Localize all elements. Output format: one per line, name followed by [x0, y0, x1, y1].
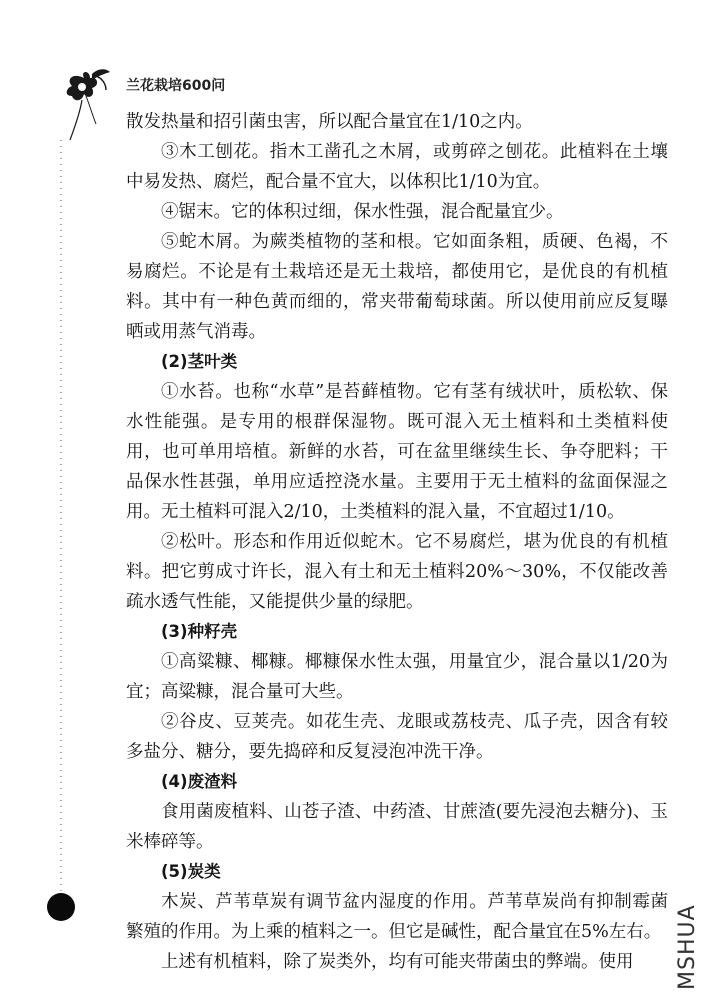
margin-dotted-rule: [56, 140, 66, 900]
page-body: [126, 107, 668, 977]
paragraph: ①高粱糠、椰糠。椰糠保水性太强，用量宜少，混合量以1/20为宜；高粱糠，混合量可大些。: [126, 652, 668, 702]
book-title: 兰花栽培600问: [126, 78, 226, 94]
page-edge-dot: [47, 893, 75, 921]
paragraph: 食用菌废植料、山苍子渣、中药渣、甘蔗渣(要先浸泡去糖分)、玉米棒碎等。: [126, 802, 668, 852]
paragraph: 木炭、芦苇草炭有调节盆内湿度的作用。芦苇草炭尚有抑制霉菌繁殖的作用。为上乘的植料之一。但它是碱性，配合量宜在5%左右。: [126, 892, 668, 942]
paragraph: 散发热量和招引菌虫害，所以配合量宜在1/10之内。: [126, 112, 533, 132]
paragraph: ⑤蛇木屑。为蕨类植物的茎和根。它如面条粗，质硬、色褐，不易腐烂。不论是有土栽培还是无土栽培，都使用它，是优良的有机植料。其中有一种色黄而细的，常夹带葡萄球菌。所以使用前应反复曝晒或用蒸气消毒。: [126, 232, 668, 342]
watermark: MSHUA: [675, 904, 700, 990]
paragraph: 上述有机植料，除了炭类外，均有可能夹带菌虫的弊端。使用: [161, 952, 634, 972]
paragraph: ①水苔。也称“水草”是苔藓植物。它有茎有绒状叶，质松软、保水性能强。是专用的根群保湿物。既可混入无土植料和土类植料使用，也可单用培植。新鲜的水苔，可在盆里继续生长、争夺肥料；干品保水性甚强，单用应适控浇水量。主要用于无土植料的盆面保湿之用。无土植料可混入2/10，土类植料的混入量，不宜超过1/10。: [126, 382, 668, 522]
section-heading: (3)种籽壳: [161, 622, 238, 641]
paragraph: ③木工刨花。指木工凿孔之木屑，或剪碎之刨花。此植料在土壤中易发热、腐烂，配合量不宜大，以体积比1/10为宜。: [126, 142, 668, 192]
section-heading: (5)炭类: [161, 862, 221, 881]
paragraph: ④锯末。它的体积过细，保水性强，混合配量宜少。: [161, 202, 564, 222]
paragraph: ②松叶。形态和作用近似蛇木。它不易腐烂，堪为优良的有机植料。把它剪成寸许长，混入有土和无土植料20%～30%，不仅能改善疏水透气性能，又能提供少量的绿肥。: [126, 532, 668, 612]
section-heading: (4)废渣料: [161, 772, 238, 791]
orchid-flower-icon: [62, 66, 122, 146]
paragraph: ②谷皮、豆荚壳。如花生壳、龙眼或荔枝壳、瓜子壳，因含有较多盐分、糖分，要先捣碎和反复浸泡冲洗干净。: [126, 712, 668, 762]
section-heading: (2)茎叶类: [161, 352, 238, 371]
